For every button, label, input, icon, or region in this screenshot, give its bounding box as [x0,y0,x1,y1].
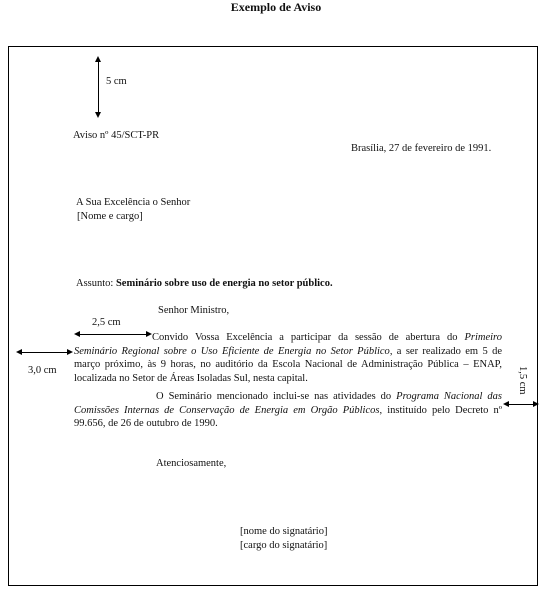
paragraph-1: Convido Vossa Excelência a participar da sessão de abertura do Primeiro Seminário Regional sobre o Uso Eficiente de Energia no Setor Público, a ser realizado em 5 de março próximo, às 9 horas, no auditório da Escola Nacional de Administração Pública – ENAP, localizada no Setor de Áreas Isoladas Sul, nesta capital. [74,332,502,384]
page-title: Exemplo de Aviso [230,0,322,14]
signer-name: [nome do signatário] [240,526,328,537]
closing: Atenciosamente, [156,458,227,469]
addressee-line-1: A Sua Excelência o Senhor [76,197,191,208]
top-margin-arrow [94,56,102,118]
subject-label: Assunto: [76,278,114,289]
paragraph-2: O Seminário mencionado inclui-se nas atividades do Programa Nacional das Comissões Internas de Conservação de Energia em Orgão Públicos, instituído pelo Decreto nº 99.656, de 26 de outubro de 1990. [74,391,503,429]
paragraph-2-emphasis: Programa Nacional das Comissões Internas de Conservação de Energia em Orgão Públicos [74,391,503,416]
subject [76,278,333,289]
signer-role: [cargo do signatário] [240,540,328,551]
right-margin-arrow [503,401,539,407]
addressee-line-2: [Nome e cargo] [77,211,143,222]
indent-label: 2,5 cm [92,317,121,328]
place-date: Brasília, 27 de fevereiro de 1991. [351,143,492,154]
page-frame [8,46,538,586]
paragraph-1-emphasis: Primeiro Seminário Regional sobre o Uso Eficiente de Energia no Setor Público [74,332,502,357]
right-margin-label: 1,5 cm [517,366,528,395]
left-margin-arrow [16,349,73,355]
salutation: Senhor Ministro, [158,305,230,316]
subject-text: Seminário sobre uso de energia no setor público. [115,278,333,289]
top-margin-label: 5 cm [106,76,127,87]
left-margin-label: 3,0 cm [28,365,57,376]
aviso-number: Aviso nº 45/SCT-PR [73,130,160,141]
